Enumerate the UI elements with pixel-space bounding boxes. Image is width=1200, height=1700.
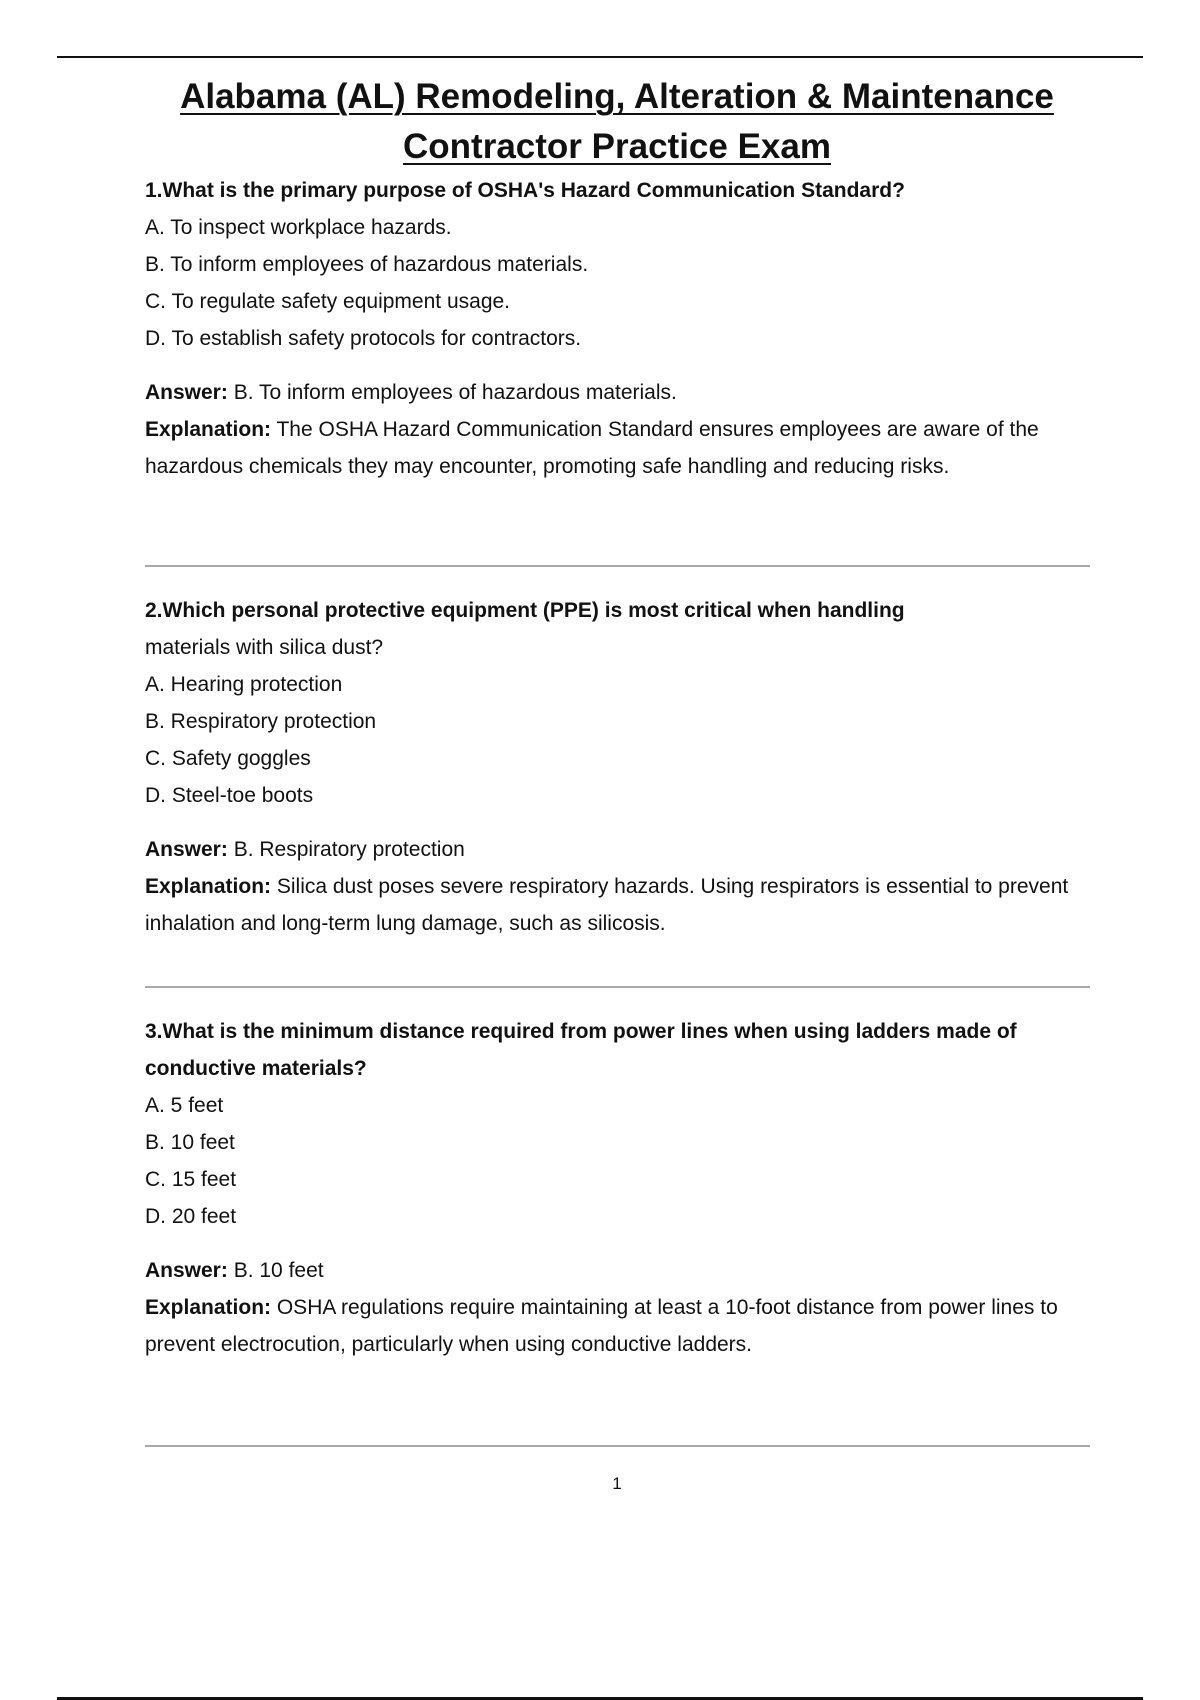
option-a: A. Hearing protection	[145, 673, 343, 696]
option-a: A. To inspect workplace hazards.	[145, 216, 452, 239]
option-a: A. 5 feet	[145, 1094, 224, 1117]
question-text: 1.What is the primary purpose of OSHA's Hazard Communication Standard?	[145, 179, 905, 202]
answer: Answer: B. 10 feet	[145, 1259, 324, 1282]
explanation: Explanation: OSHA regulations require maintaining at least a 10-foot distance from power lines to prevent electrocution, particularly when using conductive ladders.	[145, 1296, 1058, 1356]
option-c: C. To regulate safety equipment usage.	[145, 290, 511, 313]
option-d: D. 20 feet	[145, 1205, 237, 1228]
question-2	[145, 592, 1095, 942]
question-3	[145, 1013, 1095, 1363]
option-c: C. Safety goggles	[145, 747, 311, 770]
document-title-line-1: Alabama (AL) Remodeling, Alteration & Maintenance	[180, 77, 1054, 116]
separator	[145, 1445, 1090, 1447]
answer: Answer: B. Respiratory protection	[145, 838, 465, 861]
explanation: Explanation: Silica dust poses severe respiratory hazards. Using respirators is essential to prevent inhalation and long-term lung damage, such as silicosis.	[145, 875, 1069, 935]
top-border-line	[57, 56, 1143, 58]
answer: Answer: B. To inform employees of hazardous materials.	[145, 381, 677, 404]
explanation: Explanation: The OSHA Hazard Communication Standard ensures employees are aware of the hazardous chemicals they may encounter, promoting safe handling and reducing risks.	[145, 418, 1039, 478]
question-text: 2.Which personal protective equipment (PPE) is most critical when handling materials with silica dust?	[145, 599, 905, 659]
option-c: C. 15 feet	[145, 1168, 237, 1191]
option-b: B. 10 feet	[145, 1131, 235, 1154]
option-d: D. To establish safety protocols for contractors.	[145, 327, 582, 350]
document-title-line-2: Contractor Practice Exam	[403, 127, 831, 166]
option-d: D. Steel-toe boots	[145, 784, 314, 807]
question-1	[145, 172, 1095, 485]
option-b: B. To inform employees of hazardous materials.	[145, 253, 589, 276]
separator	[145, 565, 1090, 567]
page-number: 1	[612, 1474, 622, 1493]
question-text: 3.What is the minimum distance required from power lines when using ladders made of conductive materials?	[145, 1020, 1017, 1080]
option-b: B. Respiratory protection	[145, 710, 377, 733]
separator	[145, 986, 1090, 988]
